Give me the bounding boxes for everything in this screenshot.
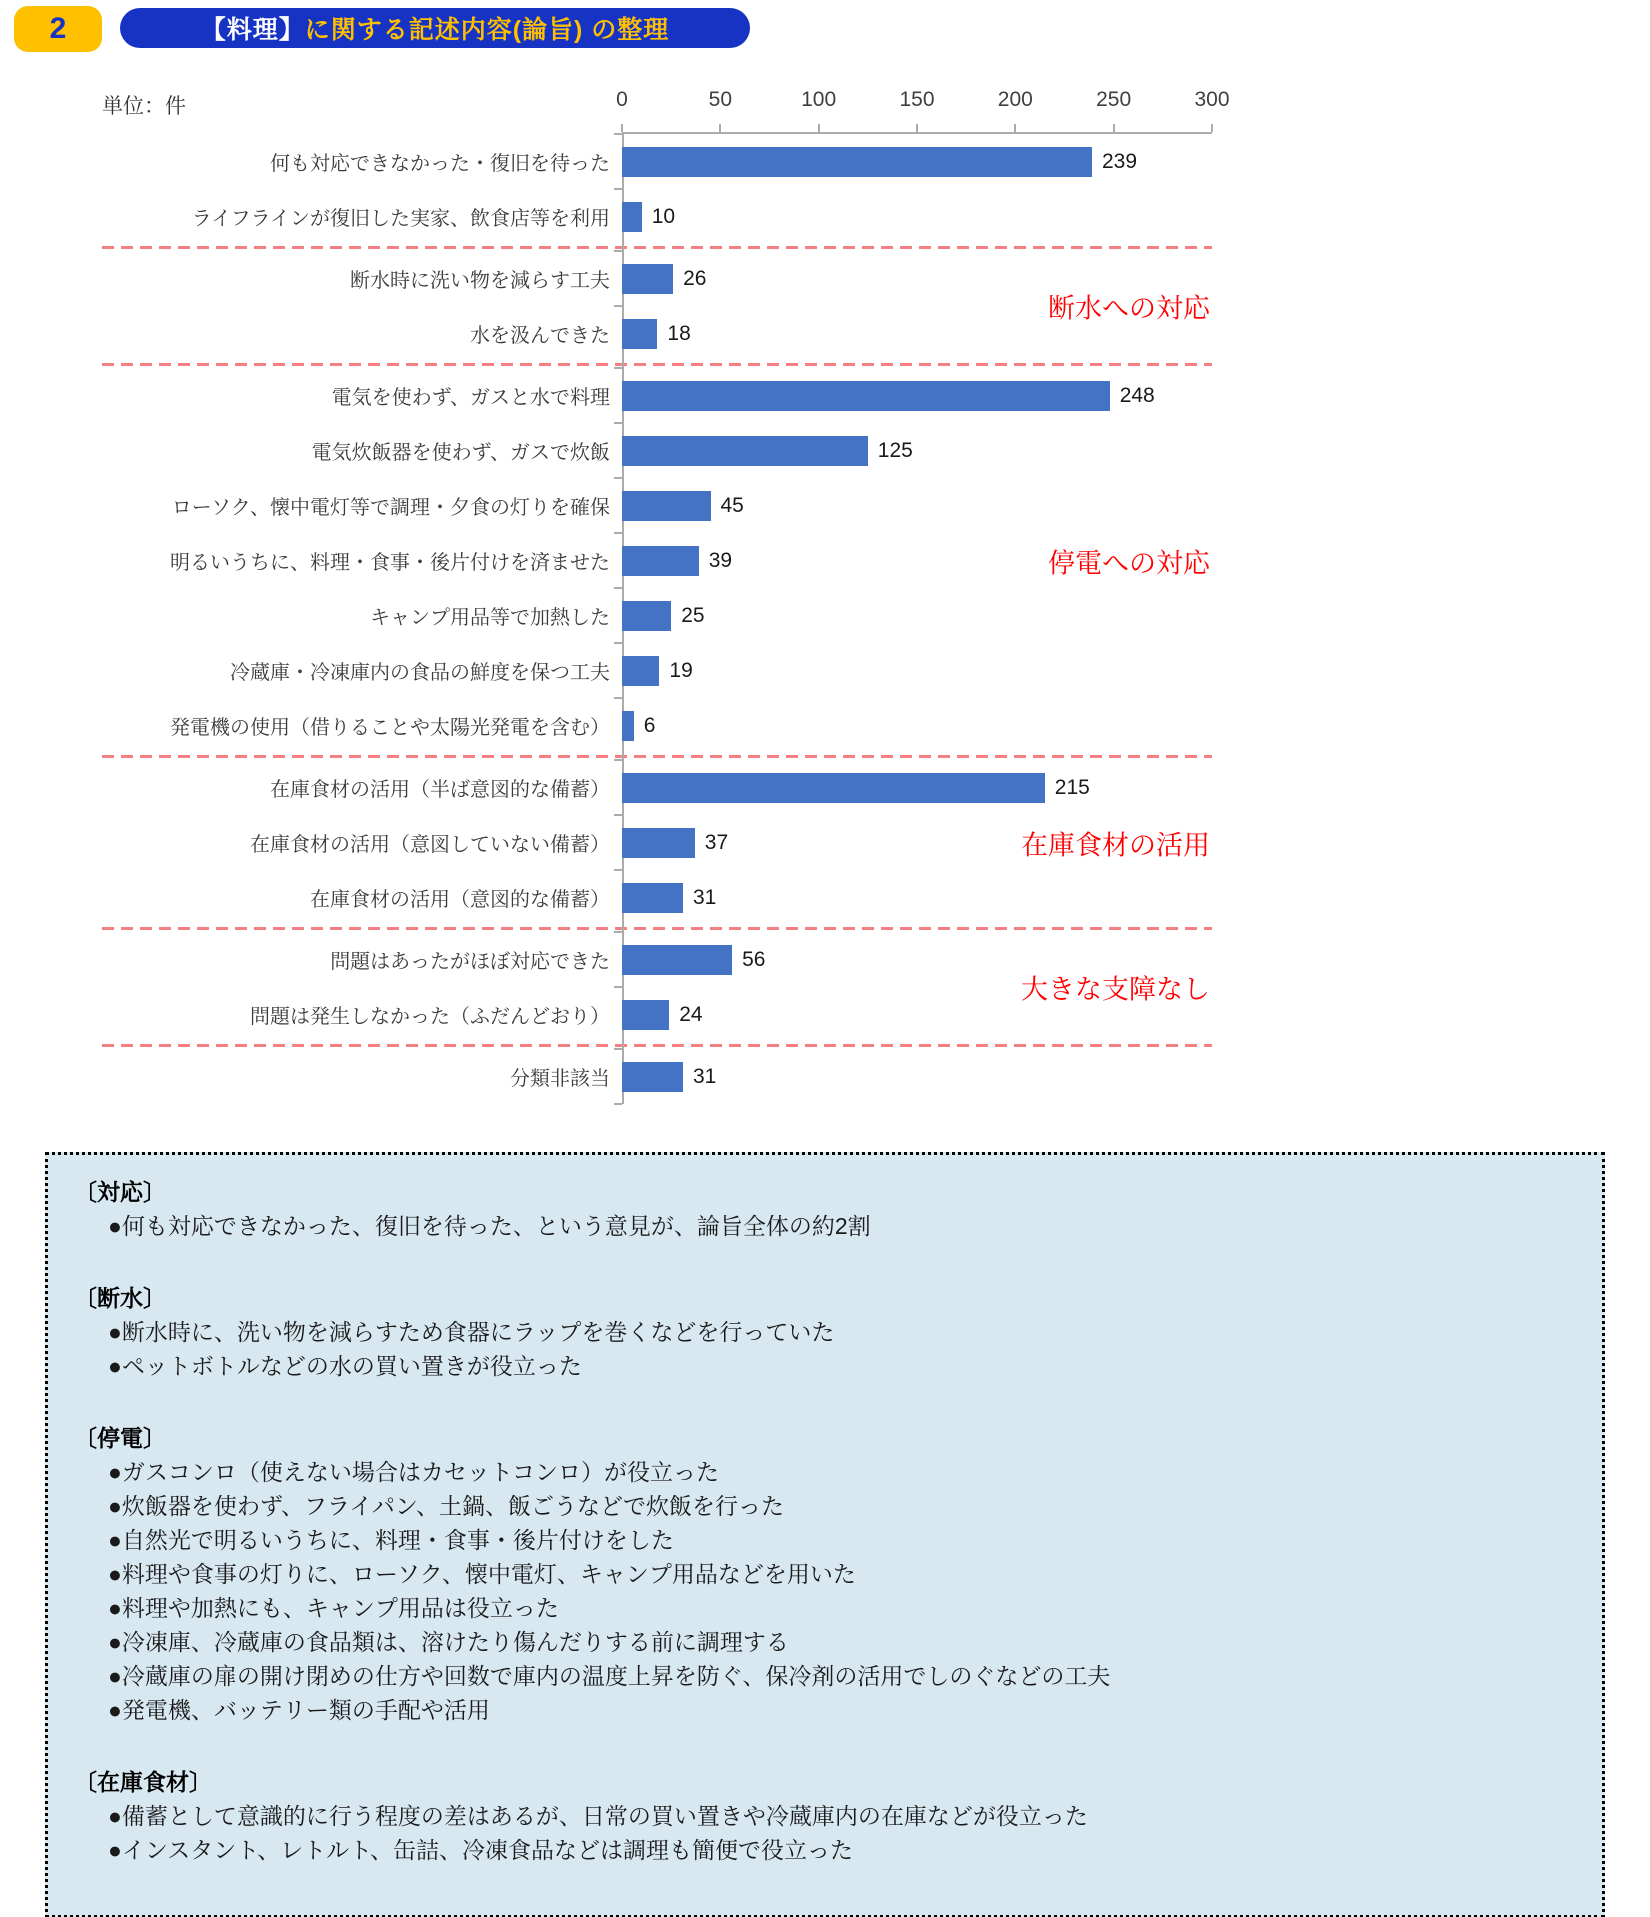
category-tick — [614, 587, 622, 589]
bar — [622, 945, 732, 975]
x-tick-mark — [621, 124, 623, 132]
category-label: 明るいうちに、料理・食事・後片付けを済ませた — [170, 552, 610, 574]
section-divider — [102, 246, 1212, 249]
category-label: 何も対応できなかった・復旧を待った — [270, 153, 610, 175]
chart-row — [102, 533, 1212, 588]
title-text: に関する記述内容(論旨) の整理 — [304, 16, 670, 44]
value-label: 56 — [742, 947, 766, 971]
category-tick — [614, 422, 622, 424]
category-label: 電気を使わず、ガスと水で料理 — [331, 387, 610, 409]
chart-row — [102, 588, 1212, 643]
bar-area — [622, 643, 1212, 698]
bar — [622, 319, 657, 349]
note-bullet: ●断水時に、洗い物を減らすため食器にラップを巻くなどを行っていた — [108, 1319, 835, 1345]
note-bullet: ●何も対応できなかった、復旧を待った、という意見が、論旨全体の約2割 — [108, 1213, 871, 1239]
note-bullet: ●冷蔵庫の扉の開け閉めの仕方や回数で庫内の温度上昇を防ぐ、保冷剤の活用でしのぐなどの工夫 — [108, 1663, 1111, 1689]
value-label: 18 — [667, 321, 691, 345]
bar-area — [622, 134, 1212, 189]
note-bullet: ●炊飯器を使わず、フライパン、土鍋、飯ごうなどで炊飯を行った — [108, 1493, 785, 1519]
section-label: 在庫食材の活用 — [1021, 830, 1210, 860]
bar-area — [622, 368, 1212, 423]
header — [0, 0, 1650, 60]
category-label: 問題はあったがほぼ対応できた — [330, 951, 610, 973]
bar — [622, 436, 868, 466]
chart-row — [102, 134, 1212, 189]
value-label: 31 — [693, 1064, 717, 1088]
category-label: 在庫食材の活用（半ば意図的な備蓄） — [270, 779, 610, 801]
x-tick-mark — [818, 124, 820, 132]
bar — [622, 883, 683, 913]
value-label: 248 — [1119, 383, 1155, 407]
section-divider — [102, 363, 1212, 366]
bar — [622, 264, 673, 294]
x-tick-label: 50 — [708, 88, 733, 111]
chart-row — [102, 189, 1212, 244]
bar-area — [622, 189, 1212, 244]
value-label: 19 — [669, 658, 693, 682]
chart-section — [102, 368, 1212, 753]
title-highlight: 【料理】 — [200, 16, 305, 44]
category-tick — [614, 367, 622, 369]
bar-area — [622, 588, 1212, 643]
bar-area — [622, 423, 1212, 478]
chart-section — [102, 251, 1212, 361]
bar-area — [622, 1049, 1212, 1104]
unit-label: 単位：件 — [102, 95, 186, 118]
bar — [622, 601, 671, 631]
title-banner — [120, 8, 750, 48]
category-label: 問題は発生しなかった（ふだんどおり） — [250, 1006, 610, 1028]
x-tick-label: 100 — [801, 88, 837, 111]
category-label: ローソク、懐中電灯等で調理・夕食の灯りを確保 — [171, 497, 610, 519]
category-label: 水を汲んできた — [470, 325, 610, 347]
bar — [622, 656, 659, 686]
section-divider — [102, 755, 1212, 758]
value-label: 125 — [877, 438, 913, 462]
note-bullet: ●ガスコンロ（使えない場合はカセットコンロ）が役立った — [108, 1459, 719, 1485]
note-bullet: ●インスタント、レトルト、缶詰、冷凍食品などは調理も簡便で役立った — [108, 1837, 854, 1863]
chart-row — [102, 306, 1212, 361]
bar-chart — [102, 88, 1230, 1104]
bar — [622, 147, 1092, 177]
section-label: 断水への対応 — [1048, 293, 1210, 324]
category-label: 在庫食材の活用（意図していない備蓄） — [250, 834, 610, 856]
category-label: 発電機の使用（借りることや太陽光発電を含む） — [170, 717, 610, 739]
x-tick-mark — [1113, 124, 1115, 132]
category-label: 断水時に洗い物を減らす工夫 — [350, 270, 610, 292]
note-bullet: ●発電機、バッテリー類の手配や活用 — [108, 1697, 490, 1723]
chart-row — [102, 251, 1212, 306]
x-tick-mark — [916, 124, 918, 132]
value-label: 25 — [681, 603, 705, 627]
bar — [622, 546, 699, 576]
x-tick-mark — [719, 124, 721, 132]
value-label: 45 — [720, 493, 744, 517]
x-tick-label: 150 — [899, 88, 935, 111]
category-label: ライフラインが復旧した実家、飲食店等を利用 — [191, 208, 610, 230]
axis-spacer — [102, 88, 622, 134]
category-tick — [614, 869, 622, 871]
note-heading: 〔対応〕 — [74, 1179, 166, 1205]
category-tick — [614, 305, 622, 307]
category-tick — [614, 642, 622, 644]
chart-section — [102, 932, 1212, 1042]
notes-box — [45, 1152, 1605, 1917]
note-heading: 〔断水〕 — [74, 1285, 166, 1311]
chart-row — [102, 643, 1212, 698]
category-tick — [614, 188, 622, 190]
category-tick — [614, 532, 622, 534]
x-tick-mark — [1211, 124, 1213, 132]
value-label: 6 — [643, 713, 656, 737]
x-tick-mark — [1014, 124, 1016, 132]
category-tick — [614, 814, 622, 816]
note-bullet: ●冷凍庫、冷蔵庫の食品類は、溶けたり傷んだりする前に調理する — [108, 1629, 789, 1655]
category-tick — [614, 250, 622, 252]
x-tick-label: 0 — [616, 88, 628, 111]
note-bullet: ●自然光で明るいうちに、料理・食事・後片付けをした — [108, 1527, 674, 1553]
bar-area — [622, 698, 1212, 753]
x-axis — [102, 88, 1230, 134]
category-tick — [614, 759, 622, 761]
bar-area — [622, 870, 1212, 925]
x-tick-label: 250 — [1096, 88, 1132, 111]
chart-row — [102, 368, 1212, 423]
section-label: 停電への対応 — [1048, 548, 1210, 578]
category-label: 在庫食材の活用（意図的な備蓄） — [310, 889, 610, 911]
category-label: 電気炊飯器を使わず、ガスで炊飯 — [311, 442, 610, 464]
x-tick-label: 300 — [1194, 88, 1230, 111]
bar-area — [622, 760, 1212, 815]
chart-row — [102, 1049, 1212, 1104]
chart-section — [102, 1049, 1212, 1104]
value-label: 39 — [708, 548, 733, 572]
category-label: 冷蔵庫・冷凍庫内の食品の鮮度を保つ工夫 — [230, 662, 610, 684]
x-axis-area — [616, 88, 1230, 134]
chart-row — [102, 698, 1212, 753]
category-tick — [614, 931, 622, 933]
bar — [622, 1062, 683, 1092]
value-label: 37 — [704, 830, 729, 854]
chart-sections — [102, 134, 1212, 1104]
value-label: 31 — [693, 885, 717, 909]
value-label: 10 — [651, 204, 676, 228]
note-heading: 〔停電〕 — [74, 1425, 166, 1451]
chart-row — [102, 760, 1212, 815]
chart-section — [102, 760, 1212, 925]
bar — [622, 828, 695, 858]
note-bullet: ●料理や食事の灯りに、ローソク、懐中電灯、キャンプ用品などを用いた — [108, 1561, 856, 1587]
bar — [622, 1000, 669, 1030]
category-tick — [614, 1048, 622, 1050]
chart-section — [102, 134, 1212, 244]
category-tick — [614, 986, 622, 988]
bar — [622, 491, 711, 521]
value-label: 215 — [1054, 775, 1090, 799]
bar-area — [622, 478, 1212, 533]
bar — [622, 202, 642, 232]
category-tick — [614, 133, 622, 135]
category-tick — [614, 477, 622, 479]
value-label: 24 — [679, 1002, 703, 1026]
bar — [622, 381, 1110, 411]
bar — [622, 711, 634, 741]
section-divider — [102, 1044, 1212, 1047]
category-label: 分類非該当 — [510, 1068, 610, 1090]
bar — [622, 773, 1045, 803]
category-tick — [614, 697, 622, 699]
note-heading: 〔在庫食材〕 — [74, 1769, 212, 1795]
section-number-badge: 2 — [14, 6, 102, 52]
x-tick-label: 200 — [997, 88, 1033, 111]
note-bullet: ●ペットボトルなどの水の買い置きが役立った — [108, 1353, 582, 1379]
value-label: 239 — [1102, 149, 1138, 173]
value-label: 26 — [683, 266, 707, 290]
chart-row — [102, 870, 1212, 925]
chart-row — [102, 478, 1212, 533]
category-label: キャンプ用品等で加熱した — [370, 607, 610, 629]
section-divider — [102, 927, 1212, 930]
chart-row — [102, 423, 1212, 478]
section-label: 大きな支障なし — [1021, 974, 1210, 1005]
category-tick — [614, 1103, 622, 1105]
note-bullet: ●備蓄として意識的に行う程度の差はあるが、日常の買い置きや冷蔵庫内の在庫などが役立った — [108, 1803, 1088, 1829]
note-bullet: ●料理や加熱にも、キャンプ用品は役立った — [108, 1595, 559, 1621]
